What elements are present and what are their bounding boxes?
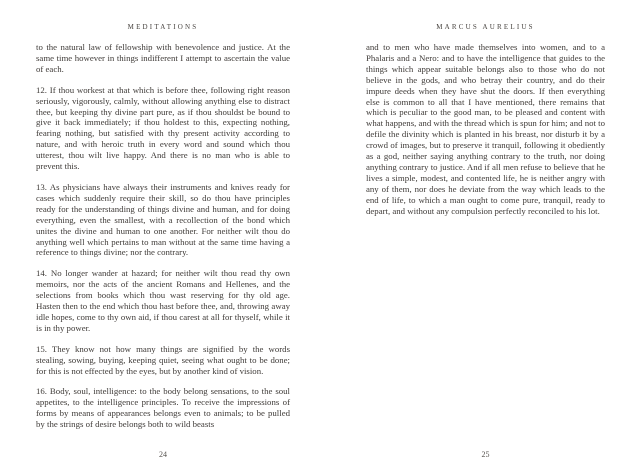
paragraph: 16. Body, soul, intelligence: to the body belong sensations, to the soul appetites, to the intelligence principles. To receive the impressions of forms by means of appearances belongs even to animals; to be pulled by the strings of desire belongs both to wild beasts [36,386,290,430]
right-page [366,0,605,471]
left-page-number: 24 [159,450,167,459]
left-running-header: MEDITATIONS [127,23,199,31]
paragraph: and to men who have made themselves into women, and to a Phalaris and a Nero: and to have the intelligence that guides to the things which appear suitable belongs also to those who do not believe in the gods, and who betray their country, and do their impure deeds when they have shut the doors. If then everything else is common to all that I have mentioned, there remains that which is peculiar to the good man, to be pleased and content with what happens, and with the thread which is spun for him; and not to defile the divinity which is planted in his breast, nor disturb it by a crowd of images, but to preserve it tranquil, following it obediently as a god, neither saying anything contrary to the truth, nor doing anything contrary to justice. And if all men refuse to believe that he lives a simple, modest, and contented life, he is neither angry with any of them, nor does he deviate from the way which leads to the end of life, to which a man ought to come pure, tranquil, ready to depart, and without any compulsion perfectly reconciled to his lot. [366,42,605,216]
paragraph: to the natural law of fellowship with benevolence and justice. At the same time however in things indifferent I attempt to ascertain the value of each. [36,42,290,74]
paragraph: 13. As physicians have always their instruments and knives ready for cases which suddenly require their skill, so do thou have principles ready for the understanding of things divine and human, and for doing everything, even the smallest, with a recollection of the bond which unites the divine and human to one another. For neither wilt thou do anything well which pertains to man without at the same time having a reference to things divine; nor the contrary. [36,181,290,258]
right-page-number: 25 [481,450,490,459]
right-running-header: MARCUS AURELIUS [436,23,535,31]
paragraph: 14. No longer wander at hazard; for neither wilt thou read thy own memoirs, nor the acts of the ancient Romans and Hellenes, and the selections from books which thou wast reserving for thy old age. Hasten then to the end which thou hast before thee, and, throwing away idle hopes, come to thy own aid, if thou carest at all for thyself, while it is in thy power. [36,268,290,333]
left-page [36,0,290,471]
right-page-body [366,42,605,217]
left-page-body [36,42,290,430]
paragraph: 15. They know not how many things are signified by the words stealing, sowing, buying, keeping quiet, seeing what ought to be done; for this is not effected by the eyes, but by another kind of vision. [36,343,290,376]
paragraph: 12. If thou workest at that which is before thee, following right reason seriously, vigorously, calmly, without allowing anything else to distract thee, but keeping thy divine part pure, as if thou shouldst be bound to give it back immediately; if thou holdest to this, expecting nothing, fearing nothing, but satisfied with thy present activity according to nature, and with heroic truth in every word and sound which thou utterest, thou wilt live happy. And there is no man who is able to prevent this. [36,84,290,172]
